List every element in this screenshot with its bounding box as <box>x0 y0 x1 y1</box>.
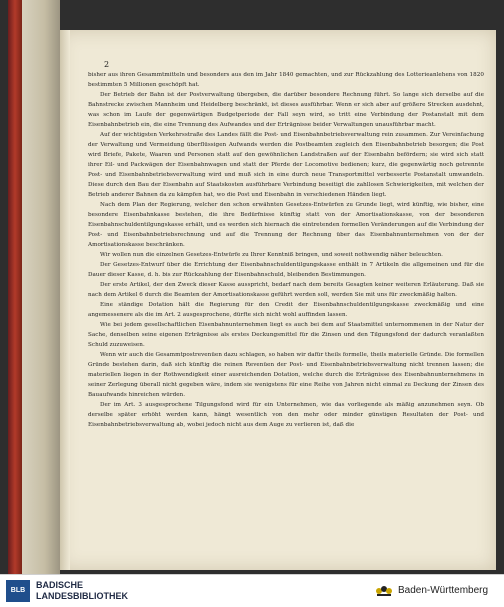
paragraph: Wenn wir auch die Gesammtpostrevenüen dazu schlagen, so haben wir dafür theils formelle, theils materielle Gründe. Die formellen Gründe bestehen darin, daß sich künftig die reinen Revenüen der Post- und Eisenbahnbetriebsverwaltung nicht trennen lassen; die materiellen liegen in der Rothwendigkeit einer ausreichenden Dotation, welche durch die Erträgnisse des Eisenbahnunternehmens in seiner Zerlegung überall nicht gegeben wäre, indem sie wenigstens für eine Reihe von Jahren nicht einmal zu Deckung der Zinsen des Bauaufwands hinreichen würden. <box>88 352 484 398</box>
binding-ribbon <box>8 0 22 574</box>
paragraph: Der im Art. 3 ausgesprochene Tilgungsfond wird für ein Unternehmen, wie das vorliegende als mäßig anzunehmen seyn. Ob derselbe später erhöht werden kann, hängt wesentlich von den mehr oder minder günstigen Resultaten der Post- und Eisenbahnbetriebsverwaltung ab, wobei jedoch nicht aus dem Auge zu verlieren ist, daß die <box>88 402 484 428</box>
paragraph: bisher aus ihren Gesammtmitteln und besonders aus den im Jahr 1840 gemachten, und zur Rückzahlung des Lotterieanlehens von 1820 bestimmten 5 Millionen geschöpft hat. <box>88 72 484 88</box>
paragraph: Der Betrieb der Bahn ist der Postverwaltung übergeben, die darüber besondere Rechnung führt. So lange sich derselbe auf die Bahnstrecke zwischen Mannheim und Heidelberg beschränkt, ist dieses ausführbar. Wenn er sich aber auf größere Strecken ausdehnt, was schon im Laufe der gegenwärtigen Budgetperiode der Fall seyn wird, so tritt eine Verbindung der Postanstalt mit dem Eisenbahnbetrieb ein, die eine Trennung des Aufwandes und der Erträgnisse beider Verwaltungen unausführbar macht. <box>88 92 484 128</box>
paragraph: Auf der wichtigsten Verkehrsstraße des Landes fällt die Post- und Eisenbahnbetriebsverwaltung rein zusammen. Zur Vereinfachung der Verwaltung und Vermeidung überflüssigen Aufwands werden die Postbeamten zugleich den Eisenbahnbetrieb besorgen; die Post wird Briefe, Pakete, Waaren und Personen statt auf den gewöhnlichen Landstraßen auf der Eisenbahn befördern; sie wird sich statt ihrer Eil- und Packwägen der Eisenbahnwagen und statt der Pferde der Locomotive bedienen; kurz, die gegenwärtig noch getrennte Post- und Eisenbahnbetriebsverwaltung wird und muß sich in eine durch neue Transportmittel verbesserte Postanstalt umwandeln. Diese durch den Bau der Eisenbahn auf Staatskosten ausführbare Verbindung beseitigt die zahllosen Schwierigkeiten, mit welchen der Betrieb anderer Bahnen da zu kämpfen hat, wo die Post und Eisenbahn in verschiedenen Händen liegt. <box>88 132 484 198</box>
library-name-line2: LANDESBIBLIOTHEK <box>36 591 128 601</box>
page-gutter <box>60 30 70 570</box>
paragraph: Wir wollen nun die einzelnen Gesetzes-Entwürfe zu Ihrer Kenntniß bringen, und soweit nothwendig näher beleuchten. <box>100 252 443 258</box>
library-name-line1: BADISCHE <box>36 580 84 590</box>
document-page <box>60 30 496 570</box>
state-name[interactable]: Baden-Württemberg <box>398 585 489 596</box>
paragraph: Eine ständige Dotation hält die Regierung für den Credit der Eisenbahnschuldentilgungskasse zweckmäßig und eine angemessenere als die im Art. 2 ausgesprochene, dürfte sich nicht wohl auffinden lassen. <box>88 302 484 318</box>
page-text <box>88 70 484 430</box>
blb-logo[interactable]: BLB <box>6 580 30 602</box>
library-name[interactable] <box>36 580 128 602</box>
paragraph: Der erste Artikel, der den Zweck dieser Kasse ausspricht, bedarf nach dem bereits Gesagten keiner weiteren Erläuterung. Daß sie nach dem Artikel 6 durch die Beamten der Amortisationskasse geführt werden soll, werden Sie mit uns für zweckmäßig halten. <box>88 282 484 298</box>
page-number: 2 <box>104 60 110 69</box>
viewer-footer <box>0 574 504 607</box>
state-emblem-icon <box>374 583 394 599</box>
paragraph: Nach dem Plan der Regierung, welcher den schon erwähnten Gesetzes-Entwürfen zu Grunde liegt, wird künftig, wie bisher, eine besondere Eisenbahnkasse bestehen, die ihre Bedürfnisse künftig statt von der Amortisationskasse, von der besonderen Eisenbahnschuldentilgungskasse erhält, und es werden sich hiernach die eintretenden formellen Veränderungen auf die Verbindung der Post- und Eisenbahnbetriebsrechnung und auf die Trennung der Rechnung über das Eisenbahnunternehmen von der der Amortisationskasse beschränken. <box>88 202 484 248</box>
paragraph: Der Gesetzes-Entwurf über die Errichtung der Eisenbahnschuldentilgungskasse enthält in 7 Artikeln die allgemeinen und für die Dauer dieser Kasse, d. h. bis zur Rückzahlung der Eisenbahnschuld, bleibenden Bestimmungen. <box>88 262 484 278</box>
paragraph: Wie bei jedem gesellschaftlichen Eisenbahnunternehmen liegt es auch bei dem auf Staatsmittel unternommenen in der Natur der Sache, denselben seine eigenen Erträgnisse als erstes Deckungsmittel für die Zinsen und den Tilgungsfond der dadurch veranlaßten Schuld zuzuweisen. <box>88 322 484 348</box>
book-edge <box>22 0 60 574</box>
